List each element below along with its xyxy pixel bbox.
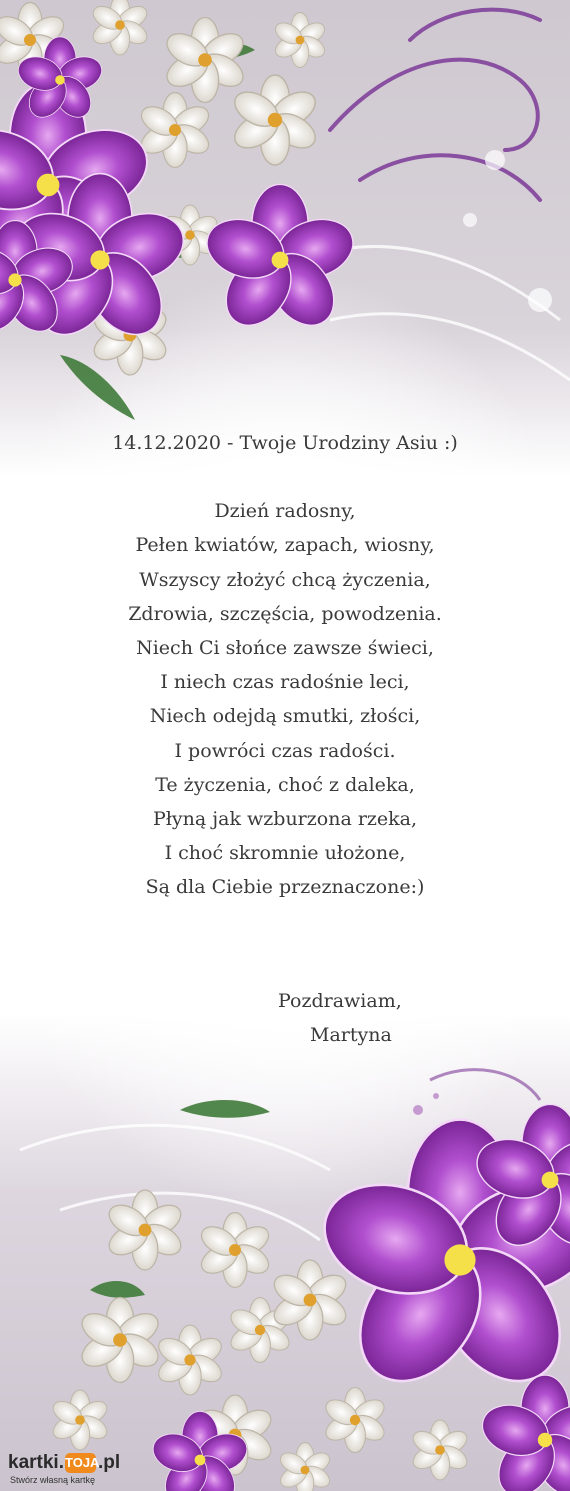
site-logo[interactable] — [6, 1452, 126, 1488]
logo-badge: TOJA — [65, 1453, 96, 1473]
poem-line: Niech Ci słońce zawsze świeci, — [136, 637, 434, 660]
logo-brand: kartki. — [8, 1452, 64, 1473]
poem-line: I choć skromnie ułożone, — [164, 842, 406, 865]
poem-line: Dzień radosny, — [214, 500, 356, 523]
signature-name: Martyna — [310, 1024, 392, 1047]
card-title: 14.12.2020 - Twoje Urodziny Asiu :) — [112, 432, 458, 454]
poem-line: Wszyscy złożyć chcą życzenia, — [139, 568, 431, 591]
poem-line: Są dla Ciebie przeznaczone:) — [145, 876, 425, 899]
logo-tld: .pl — [98, 1452, 121, 1473]
poem-line: Płyną jak wzburzona rzeka, — [152, 808, 418, 831]
signature-greeting: Pozdrawiam, — [278, 990, 402, 1012]
poem-line: I powróci czas radości. — [174, 739, 396, 762]
signature — [278, 984, 478, 1052]
greeting-message — [0, 426, 570, 905]
poem-line: I niech czas radośnie leci, — [160, 671, 410, 694]
poem-line: Niech odejdą smutki, złości, — [149, 705, 421, 728]
poem-line: Te życzenia, choć z daleka, — [155, 773, 415, 796]
poem-line: Pełen kwiatów, zapach, wiosny, — [135, 534, 435, 557]
poem-line: Zdrowia, szczęścia, powodzenia. — [128, 602, 442, 625]
logo-tagline: Stwórz własną kartkę — [10, 1475, 96, 1485]
